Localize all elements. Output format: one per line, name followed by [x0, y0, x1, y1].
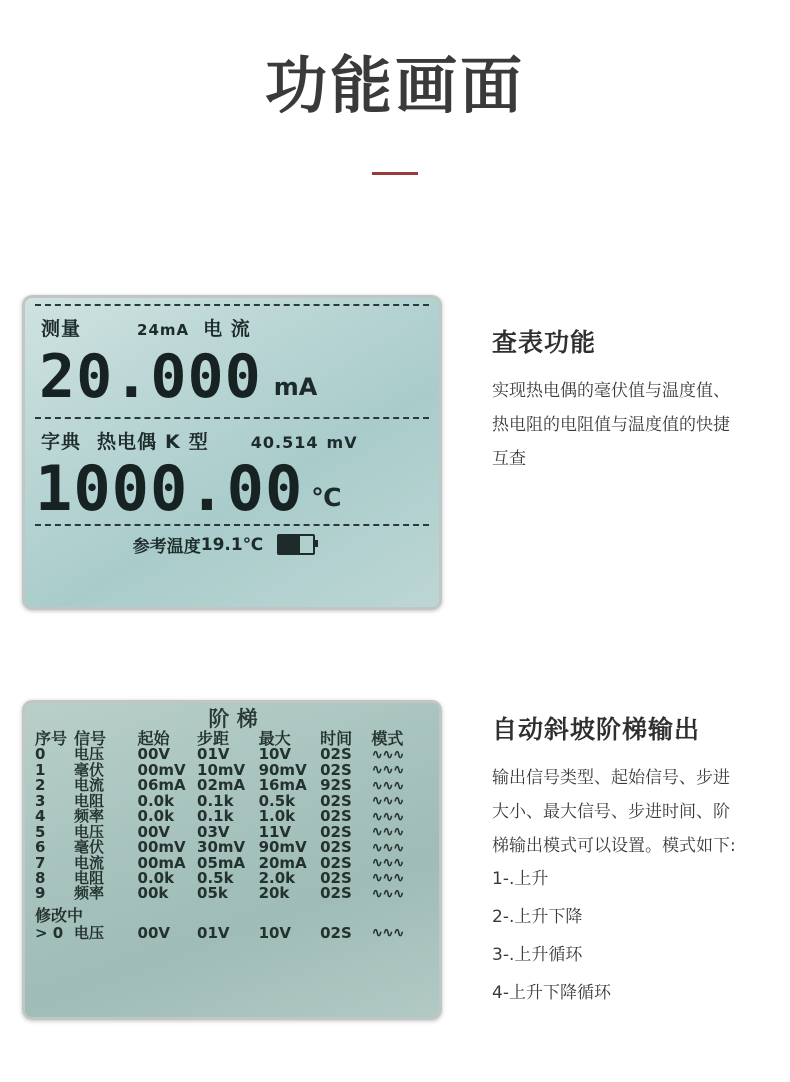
sensor-type-letter: K: [165, 431, 181, 453]
secondary-value: 1000.00: [35, 452, 304, 525]
col-header-start: 起始: [137, 729, 170, 748]
cell-signal: 电压: [73, 745, 104, 764]
lookup-paragraph-1: 实现热电偶的毫伏值与温度值、: [492, 381, 730, 401]
col-header-mode: 模式: [371, 729, 404, 748]
cell-step: 03V: [197, 822, 230, 841]
cell-start: 0.0k: [137, 868, 175, 887]
col-header-max: 最大: [258, 729, 291, 748]
ramp-paragraph-1: 输出信号类型、起始信号、步进: [492, 768, 730, 788]
ramp-mode-list: [492, 865, 782, 1008]
cell-start: 06mA: [137, 776, 186, 795]
cell-index: 9: [35, 884, 46, 903]
col-header-step: 步距: [197, 729, 230, 748]
cell-time: 02S: [320, 853, 352, 872]
cell-start: 00V: [137, 745, 171, 764]
cell-step: 01V: [197, 745, 230, 764]
cell-step: 05k: [197, 884, 228, 903]
primary-unit: mA: [273, 373, 318, 401]
cell-max: 90mV: [258, 838, 307, 857]
lookup-paragraph-3: 互查: [492, 448, 526, 469]
ramp-mode-item: 3-.上升循环: [492, 944, 583, 965]
cell-time: 02S: [320, 745, 352, 764]
cell-max: 20mA: [258, 853, 307, 872]
step-table-title: 阶 梯: [208, 707, 258, 731]
title-divider: [372, 172, 418, 175]
cell-start: 00mV: [137, 838, 186, 857]
footer-row: [25, 526, 439, 565]
cell-max: 1.0k: [258, 807, 296, 826]
cell-step: 10mV: [197, 760, 246, 779]
cell-signal: 电流: [73, 853, 104, 872]
measure-range-label: 24mA: [137, 321, 190, 339]
measure-header-row: [25, 306, 439, 343]
lookup-copy-block: [492, 295, 782, 478]
ramp-paragraph-2: 大小、最大信号、步进时间、阶: [492, 801, 730, 822]
cell-time: 92S: [320, 776, 352, 795]
cell-max: 16mA: [258, 776, 307, 795]
cell-max: 20k: [258, 884, 290, 903]
cell-index: 3: [35, 791, 46, 810]
measure-mode-label: 测量: [41, 318, 82, 340]
cell-index: 7: [35, 853, 46, 872]
millivolt-value: 40.514: [250, 433, 319, 452]
editing-row[interactable]: [33, 926, 433, 941]
cell-signal: 频率: [73, 807, 104, 826]
cell-step: 30mV: [197, 838, 246, 857]
lookup-heading: 查表功能: [492, 328, 597, 357]
cell-index: 1: [35, 760, 46, 779]
cell-start: 00mA: [137, 853, 186, 872]
lcd-panel-step-table: [22, 700, 442, 1020]
cell-mode-zigzag-icon: ∿∿∿: [371, 793, 404, 810]
cell-time: 02S: [320, 884, 352, 903]
lcd-panel-measure: [22, 295, 442, 610]
section-ramp-step-output: [22, 700, 782, 1020]
cell-start: 0.0k: [137, 791, 175, 810]
cell-start: 00k: [137, 884, 169, 903]
cell-index: 4: [35, 807, 46, 826]
cell-step: 0.1k: [197, 807, 234, 826]
cell-signal: 频率: [73, 884, 104, 903]
cell-max: 11V: [258, 822, 292, 841]
cell-mode-zigzag-icon: ∿∿∿: [371, 762, 404, 779]
cell-mode-zigzag-icon: ∿∿∿: [371, 777, 404, 794]
cell-mode-zigzag-icon: ∿∿∿: [371, 839, 404, 856]
dictionary-label: 字典: [41, 431, 82, 453]
table-row[interactable]: [33, 886, 433, 901]
cell-max: 10V: [258, 745, 292, 764]
cell-start: 00mV: [137, 760, 186, 779]
edit-cell-signal: 电压: [73, 923, 104, 942]
battery-icon: [277, 534, 315, 555]
cell-step: 0.1k: [197, 791, 234, 810]
cell-index: 5: [35, 822, 46, 841]
sensor-label: 热电偶: [97, 431, 158, 453]
edit-cell-index: > 0: [35, 923, 64, 942]
ramp-mode-item: 2-.上升下降: [492, 907, 583, 927]
col-header-signal: 信号: [73, 729, 106, 748]
reference-temp-value: 19.1℃: [200, 534, 264, 555]
cell-max: 2.0k: [258, 868, 296, 887]
device-screen-1: [22, 295, 442, 610]
device-screen-2: [22, 700, 442, 1020]
edit-cell-mode-zigzag-icon: ∿∿∿: [371, 925, 404, 942]
cell-max: 90mV: [258, 760, 307, 779]
cell-signal: 毫伏: [73, 838, 104, 857]
col-header-time: 时间: [320, 729, 353, 748]
lookup-paragraph-2: 热电阻的电阻值与温度值的快捷: [492, 414, 730, 435]
secondary-unit: ℃: [311, 483, 342, 512]
cell-mode-zigzag-icon: ∿∿∿: [371, 824, 404, 841]
cell-mode-zigzag-icon: ∿∿∿: [371, 885, 404, 902]
cell-time: 02S: [320, 791, 352, 810]
measure-signal-label: 电 流: [203, 318, 251, 340]
cell-step: 05mA: [197, 853, 246, 872]
edit-cell-time: 02S: [320, 923, 352, 942]
cell-time: 02S: [320, 838, 352, 857]
cell-start: 0.0k: [137, 807, 175, 826]
cell-step: 02mA: [197, 776, 246, 795]
cell-index: 2: [35, 776, 46, 795]
ramp-paragraph-3: 梯输出模式可以设置。模式如下:: [492, 835, 736, 856]
primary-value-row: [25, 343, 439, 417]
cell-mode-zigzag-icon: ∿∿∿: [371, 746, 404, 763]
cell-signal: 电阻: [73, 791, 104, 810]
step-table: [33, 731, 433, 902]
cell-time: 02S: [320, 822, 352, 841]
editing-status-label: 修改中: [35, 905, 84, 925]
cell-time: 02S: [320, 807, 352, 826]
step-table-body: [33, 747, 433, 901]
cell-signal: 电压: [73, 822, 104, 841]
dictionary-row: [25, 419, 439, 456]
sensor-type-word: 型: [188, 431, 209, 453]
editing-row-table: [33, 923, 433, 942]
ramp-copy-block: [492, 700, 782, 1016]
page-title: 功能画面: [264, 49, 525, 122]
cell-mode-zigzag-icon: ∿∿∿: [371, 870, 404, 887]
col-header-index: 序号: [35, 729, 68, 748]
cell-mode-zigzag-icon: ∿∿∿: [371, 808, 404, 825]
cell-index: 8: [35, 868, 46, 887]
millivolt-unit: mV: [326, 433, 358, 452]
cell-signal: 电阻: [73, 868, 104, 887]
cell-mode-zigzag-icon: ∿∿∿: [371, 855, 404, 872]
cell-signal: 电流: [73, 776, 104, 795]
cell-time: 02S: [320, 760, 352, 779]
edit-cell-step: 01V: [197, 923, 230, 942]
section-lookup-function: [22, 295, 782, 610]
cell-start: 00V: [137, 822, 171, 841]
edit-cell-start: 00V: [137, 923, 171, 942]
ramp-mode-item: 4-上升下降循环: [492, 982, 611, 1003]
cell-max: 0.5k: [258, 791, 296, 810]
cell-step: 0.5k: [197, 868, 234, 887]
cell-index: 0: [35, 745, 46, 764]
cell-time: 02S: [320, 868, 352, 887]
ramp-mode-item: 1-.上升: [492, 869, 549, 890]
edit-cell-max: 10V: [258, 923, 292, 942]
cell-index: 6: [35, 838, 46, 857]
cell-signal: 毫伏: [73, 760, 104, 779]
ramp-heading: 自动斜坡阶梯输出: [492, 715, 701, 744]
reference-temp-label: 参考温度: [132, 537, 201, 557]
secondary-value-row: [25, 452, 439, 525]
primary-value: 20.000: [39, 342, 262, 412]
